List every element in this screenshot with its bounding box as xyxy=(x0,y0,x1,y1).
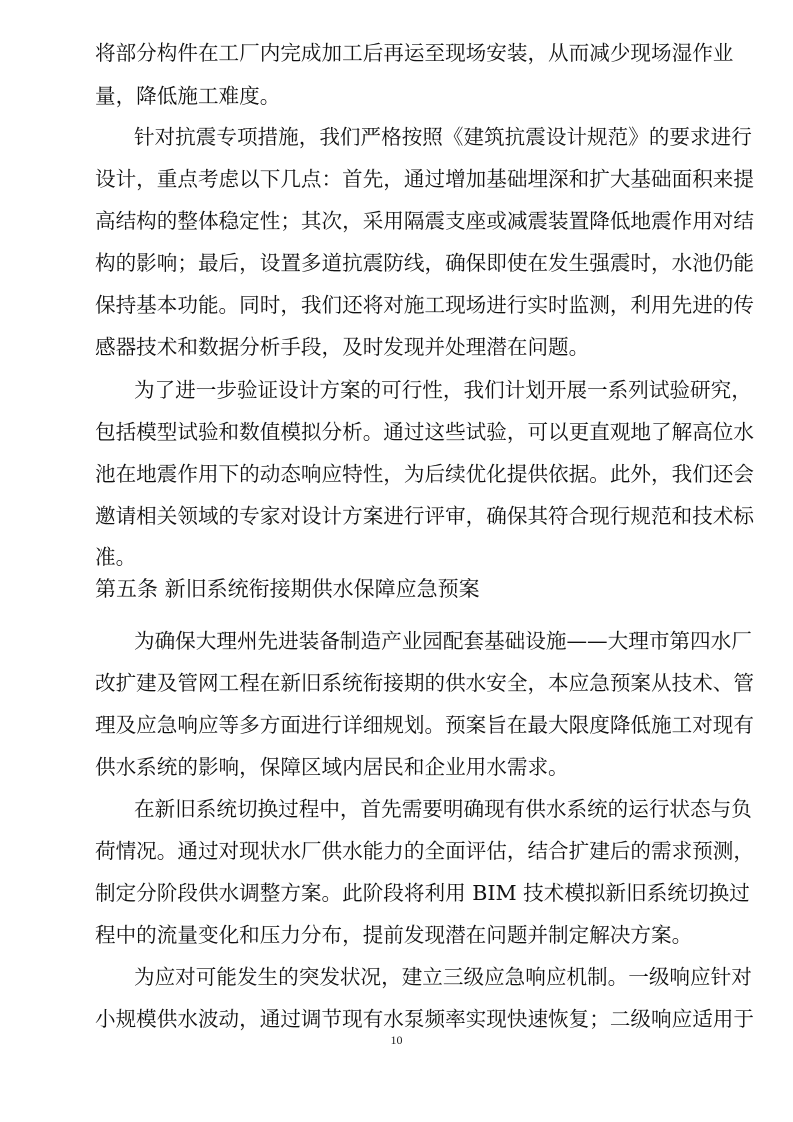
text-line: 改扩建及管网工程在新旧系统衔接期的供水安全，本应急预案从技术、管 xyxy=(95,671,754,695)
text-line: 将部分构件在工厂内完成加工后再运至现场安装，从而减少现场湿作业 xyxy=(95,41,734,65)
paragraph-first-line: 在新旧系统切换过程中，首先需要明确现有供水系统的运行状态与负 xyxy=(134,797,752,821)
text-line: 保持基本功能。同时，我们还将对施工现场进行实时监测，利用先进的传 xyxy=(95,293,754,317)
text-line: 供水系统的影响，保障区域内居民和企业用水需求。 xyxy=(95,755,569,779)
paragraph-first-line: 为应对可能发生的突发状况，建立三级应急响应机制。一级响应针对 xyxy=(134,965,752,989)
paragraph-first-line: 为了进一步验证设计方案的可行性，我们计划开展一系列试验研究， xyxy=(134,378,752,402)
text-line: 量，降低施工难度。 xyxy=(95,84,281,108)
paragraph-first-line: 针对抗震专项措施，我们严格按照《建筑抗震设计规范》的要求进行 xyxy=(134,125,752,149)
text-line: 池在地震作用下的动态响应特性，为后续优化提供依据。此外，我们还会 xyxy=(95,462,754,486)
section-heading: 第五条 新旧系统衔接期供水保障应急预案 xyxy=(95,577,480,601)
text-line: 邀请相关领域的专家对设计方案进行评审，确保其符合现行规范和技术标 xyxy=(95,504,754,528)
page-number: 10 xyxy=(390,1033,403,1047)
text-line: 感器技术和数据分析手段，及时发现并处理潜在问题。 xyxy=(95,335,590,359)
text-line: 构的影响；最后，设置多道抗震防线，确保即使在发生强震时，水池仍能 xyxy=(95,251,754,275)
text-line: 小规模供水波动，通过调节现有水泵频率实现快速恢复；二级响应适用于 xyxy=(95,1007,754,1031)
text-line: 包括模型试验和数值模拟分析。通过这些试验，可以更直观地了解高位水 xyxy=(95,420,754,444)
text-line: 理及应急响应等多方面进行详细规划。预案旨在最大限度降低施工对现有 xyxy=(95,713,754,737)
text-line: 高结构的整体稳定性；其次，采用隔震支座或减震装置降低地震作用对结 xyxy=(95,209,754,233)
text-line: 制定分阶段供水调整方案。此阶段将利用 BIM 技术模拟新旧系统切换过 xyxy=(95,881,750,905)
text-line: 荷情况。通过对现状水厂供水能力的全面评估，结合扩建后的需求预测， xyxy=(95,839,754,863)
paragraph-first-line: 为确保大理州先进装备制造产业园配套基础设施——大理市第四水厂 xyxy=(134,629,752,653)
text-line: 程中的流量变化和压力分布，提前发现潜在问题并制定解决方案。 xyxy=(95,923,693,947)
text-line: 设计，重点考虑以下几点：首先，通过增加基础埋深和扩大基础面积来提 xyxy=(95,167,754,191)
text-line: 准。 xyxy=(95,545,137,569)
